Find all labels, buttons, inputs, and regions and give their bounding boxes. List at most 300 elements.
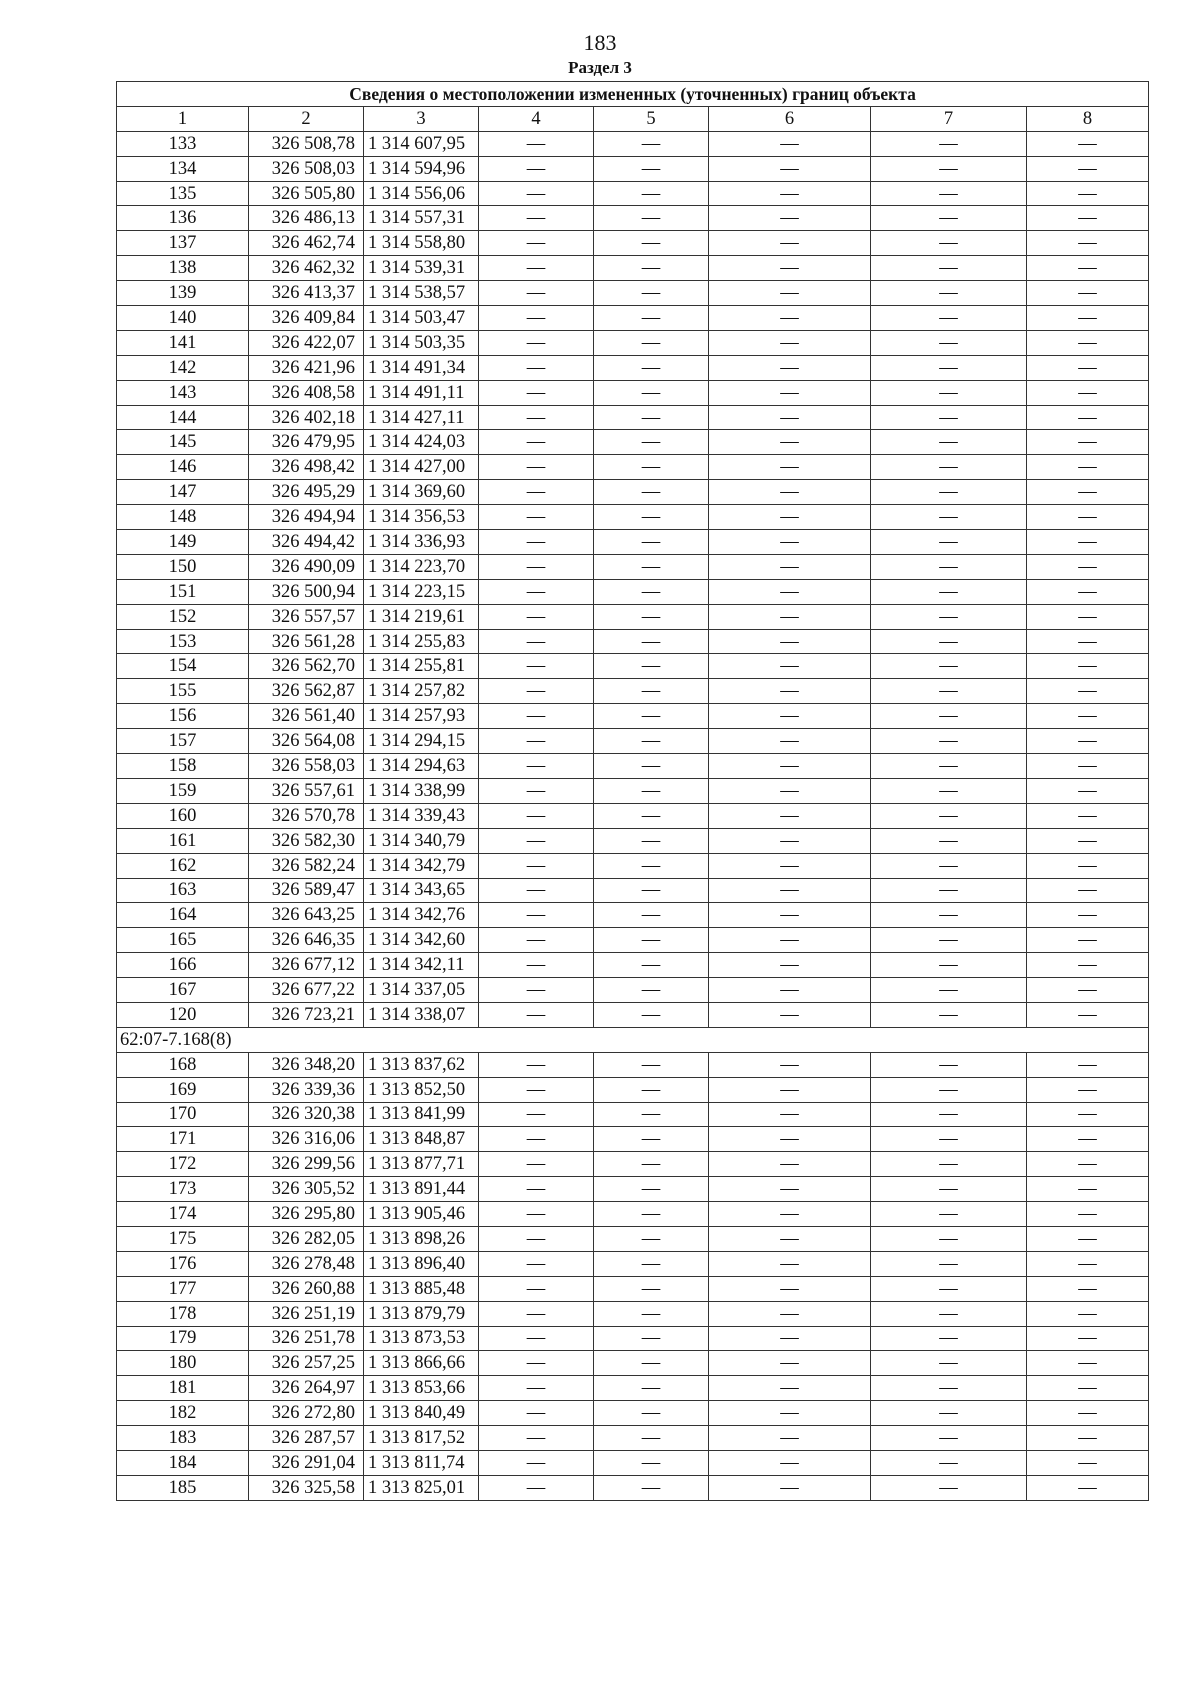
coordinate-y: 1 314 343,65 (364, 878, 479, 903)
coordinate-y: 1 314 557,31 (364, 206, 479, 231)
column-header: 6 (709, 106, 871, 131)
empty-cell: — (1027, 654, 1149, 679)
group-label: 62:07-7.168(8) (117, 1027, 1149, 1052)
table-row (117, 1251, 1149, 1276)
coordinate-y: 1 314 342,76 (364, 903, 479, 928)
coordinate-y: 1 314 338,99 (364, 778, 479, 803)
coordinate-y: 1 314 337,05 (364, 978, 479, 1003)
empty-cell: — (594, 1077, 709, 1102)
empty-cell: — (709, 629, 871, 654)
empty-cell: — (1027, 853, 1149, 878)
table-row (117, 803, 1149, 828)
empty-cell: — (871, 1301, 1027, 1326)
empty-cell: — (594, 281, 709, 306)
column-header: 8 (1027, 106, 1149, 131)
coordinate-y: 1 314 223,15 (364, 579, 479, 604)
empty-cell: — (871, 953, 1027, 978)
coordinate-y: 1 314 255,83 (364, 629, 479, 654)
empty-cell: — (871, 604, 1027, 629)
empty-cell: — (594, 430, 709, 455)
empty-cell: — (709, 156, 871, 181)
empty-cell: — (1027, 953, 1149, 978)
coordinate-x: 326 251,78 (249, 1326, 364, 1351)
empty-cell: — (1027, 430, 1149, 455)
empty-cell: — (479, 131, 594, 156)
empty-cell: — (1027, 455, 1149, 480)
empty-cell: — (479, 754, 594, 779)
coordinate-x: 326 562,87 (249, 679, 364, 704)
empty-cell: — (594, 953, 709, 978)
empty-cell: — (594, 1276, 709, 1301)
empty-cell: — (594, 754, 709, 779)
coordinate-x: 326 422,07 (249, 330, 364, 355)
empty-cell: — (871, 878, 1027, 903)
empty-cell: — (479, 455, 594, 480)
empty-cell: — (479, 803, 594, 828)
coordinate-y: 1 314 427,11 (364, 405, 479, 430)
point-number: 165 (117, 928, 249, 953)
coordinate-y: 1 314 257,82 (364, 679, 479, 704)
empty-cell: — (1027, 704, 1149, 729)
empty-cell: — (871, 828, 1027, 853)
empty-cell: — (594, 1450, 709, 1475)
empty-cell: — (479, 828, 594, 853)
table-row (117, 181, 1149, 206)
coordinate-x: 326 505,80 (249, 181, 364, 206)
empty-cell: — (594, 231, 709, 256)
empty-cell: — (1027, 1276, 1149, 1301)
coordinate-x: 326 561,28 (249, 629, 364, 654)
empty-cell: — (871, 654, 1027, 679)
empty-cell: — (479, 306, 594, 331)
empty-cell: — (479, 156, 594, 181)
empty-cell: — (871, 928, 1027, 953)
table-row (117, 704, 1149, 729)
table-row (117, 1301, 1149, 1326)
empty-cell: — (479, 380, 594, 405)
point-number: 144 (117, 405, 249, 430)
empty-cell: — (709, 131, 871, 156)
empty-cell: — (871, 281, 1027, 306)
empty-cell: — (709, 1102, 871, 1127)
empty-cell: — (594, 131, 709, 156)
empty-cell: — (871, 1052, 1027, 1077)
empty-cell: — (709, 1002, 871, 1027)
table-row (117, 629, 1149, 654)
empty-cell: — (1027, 1152, 1149, 1177)
empty-cell: — (871, 1450, 1027, 1475)
point-number: 168 (117, 1052, 249, 1077)
empty-cell: — (709, 281, 871, 306)
table-row (117, 604, 1149, 629)
empty-cell: — (709, 1077, 871, 1102)
coordinate-x: 326 260,88 (249, 1276, 364, 1301)
point-number: 171 (117, 1127, 249, 1152)
empty-cell: — (594, 530, 709, 555)
empty-cell: — (1027, 1326, 1149, 1351)
point-number: 184 (117, 1450, 249, 1475)
empty-cell: — (479, 1401, 594, 1426)
table-row (117, 1326, 1149, 1351)
empty-cell: — (594, 1401, 709, 1426)
point-number: 162 (117, 853, 249, 878)
point-number: 138 (117, 256, 249, 281)
empty-cell: — (871, 1127, 1027, 1152)
table-body-part2 (117, 1052, 1149, 1500)
empty-cell: — (871, 1177, 1027, 1202)
empty-cell: — (1027, 281, 1149, 306)
coordinate-x: 326 264,97 (249, 1376, 364, 1401)
coordinate-x: 326 589,47 (249, 878, 364, 903)
empty-cell: — (871, 1251, 1027, 1276)
coordinate-y: 1 314 356,53 (364, 505, 479, 530)
empty-cell: — (594, 579, 709, 604)
empty-cell: — (594, 1202, 709, 1227)
empty-cell: — (709, 853, 871, 878)
empty-cell: — (1027, 1052, 1149, 1077)
empty-cell: — (871, 355, 1027, 380)
coordinate-y: 1 314 257,93 (364, 704, 479, 729)
coordinate-y: 1 314 336,93 (364, 530, 479, 555)
table-row (117, 1177, 1149, 1202)
coordinates-table (116, 81, 1149, 1501)
empty-cell: — (871, 206, 1027, 231)
point-number: 170 (117, 1102, 249, 1127)
empty-cell: — (709, 803, 871, 828)
table-row (117, 231, 1149, 256)
point-number: 151 (117, 579, 249, 604)
coordinate-x: 326 479,95 (249, 430, 364, 455)
coordinate-x: 326 251,19 (249, 1301, 364, 1326)
coordinate-x: 326 564,08 (249, 729, 364, 754)
coordinate-x: 326 508,78 (249, 131, 364, 156)
coordinate-y: 1 314 539,31 (364, 256, 479, 281)
empty-cell: — (1027, 1376, 1149, 1401)
empty-cell: — (479, 355, 594, 380)
empty-cell: — (1027, 629, 1149, 654)
empty-cell: — (709, 181, 871, 206)
coordinate-x: 326 402,18 (249, 405, 364, 430)
empty-cell: — (1027, 480, 1149, 505)
point-number: 177 (117, 1276, 249, 1301)
coordinate-y: 1 314 556,06 (364, 181, 479, 206)
empty-cell: — (1027, 803, 1149, 828)
empty-cell: — (709, 953, 871, 978)
coordinate-y: 1 314 342,11 (364, 953, 479, 978)
empty-cell: — (871, 729, 1027, 754)
empty-cell: — (709, 978, 871, 1003)
empty-cell: — (871, 1376, 1027, 1401)
coordinate-y: 1 313 840,49 (364, 1401, 479, 1426)
table-title: Сведения о местоположении измененных (уточненных) границ объекта (117, 82, 1149, 107)
empty-cell: — (871, 1002, 1027, 1027)
empty-cell: — (479, 1475, 594, 1500)
column-header: 1 (117, 106, 249, 131)
empty-cell: — (871, 131, 1027, 156)
table-row (117, 778, 1149, 803)
empty-cell: — (1027, 1351, 1149, 1376)
empty-cell: — (479, 1226, 594, 1251)
empty-cell: — (594, 1002, 709, 1027)
empty-cell: — (871, 1152, 1027, 1177)
empty-cell: — (871, 1326, 1027, 1351)
empty-cell: — (479, 878, 594, 903)
empty-cell: — (594, 156, 709, 181)
group-row (117, 1027, 1149, 1052)
coordinate-x: 326 287,57 (249, 1426, 364, 1451)
table-row (117, 1152, 1149, 1177)
empty-cell: — (1027, 206, 1149, 231)
empty-cell: — (1027, 1202, 1149, 1227)
empty-cell: — (1027, 355, 1149, 380)
empty-cell: — (709, 679, 871, 704)
coordinate-x: 326 570,78 (249, 803, 364, 828)
empty-cell: — (479, 1077, 594, 1102)
point-number: 135 (117, 181, 249, 206)
point-number: 148 (117, 505, 249, 530)
empty-cell: — (594, 978, 709, 1003)
empty-cell: — (594, 330, 709, 355)
empty-cell: — (871, 579, 1027, 604)
point-number: 141 (117, 330, 249, 355)
empty-cell: — (871, 505, 1027, 530)
empty-cell: — (871, 1401, 1027, 1426)
coordinate-y: 1 314 223,70 (364, 554, 479, 579)
point-number: 167 (117, 978, 249, 1003)
empty-cell: — (1027, 579, 1149, 604)
table-row (117, 1052, 1149, 1077)
coordinate-y: 1 313 811,74 (364, 1450, 479, 1475)
table-row (117, 654, 1149, 679)
coordinate-x: 326 325,58 (249, 1475, 364, 1500)
empty-cell: — (594, 206, 709, 231)
page-number: 183 (583, 30, 617, 55)
empty-cell: — (709, 1475, 871, 1500)
empty-cell: — (479, 206, 594, 231)
empty-cell: — (1027, 778, 1149, 803)
empty-cell: — (1027, 1251, 1149, 1276)
section-heading: Раздел 3 (568, 58, 632, 77)
empty-cell: — (479, 1276, 594, 1301)
point-number: 182 (117, 1401, 249, 1426)
empty-cell: — (594, 1052, 709, 1077)
empty-cell: — (709, 1226, 871, 1251)
table-row (117, 206, 1149, 231)
coordinate-x: 326 677,12 (249, 953, 364, 978)
empty-cell: — (709, 1326, 871, 1351)
empty-cell: — (871, 1226, 1027, 1251)
coordinate-x: 326 495,29 (249, 480, 364, 505)
empty-cell: — (594, 778, 709, 803)
empty-cell: — (594, 928, 709, 953)
empty-cell: — (594, 1475, 709, 1500)
empty-cell: — (479, 1326, 594, 1351)
empty-cell: — (479, 231, 594, 256)
empty-cell: — (594, 704, 709, 729)
coordinate-y: 1 313 905,46 (364, 1202, 479, 1227)
point-number: 160 (117, 803, 249, 828)
empty-cell: — (479, 704, 594, 729)
point-number: 143 (117, 380, 249, 405)
empty-cell: — (709, 256, 871, 281)
coordinate-y: 1 313 841,99 (364, 1102, 479, 1127)
empty-cell: — (479, 554, 594, 579)
empty-cell: — (709, 1450, 871, 1475)
coordinate-x: 326 462,32 (249, 256, 364, 281)
empty-cell: — (594, 1102, 709, 1127)
empty-cell: — (594, 505, 709, 530)
empty-cell: — (709, 903, 871, 928)
group-section (117, 1027, 1149, 1052)
empty-cell: — (871, 256, 1027, 281)
table-row (117, 1401, 1149, 1426)
empty-cell: — (479, 978, 594, 1003)
coordinate-y: 1 314 491,34 (364, 355, 479, 380)
coordinate-x: 326 557,57 (249, 604, 364, 629)
empty-cell: — (871, 330, 1027, 355)
table-row (117, 828, 1149, 853)
empty-cell: — (594, 181, 709, 206)
coordinate-y: 1 314 255,81 (364, 654, 479, 679)
empty-cell: — (871, 480, 1027, 505)
empty-cell: — (709, 306, 871, 331)
empty-cell: — (871, 1351, 1027, 1376)
coordinate-x: 326 723,21 (249, 1002, 364, 1027)
empty-cell: — (479, 330, 594, 355)
empty-cell: — (479, 1450, 594, 1475)
empty-cell: — (1027, 928, 1149, 953)
empty-cell: — (871, 554, 1027, 579)
table-row (117, 928, 1149, 953)
column-header: 3 (364, 106, 479, 131)
coordinate-x: 326 282,05 (249, 1226, 364, 1251)
empty-cell: — (709, 206, 871, 231)
empty-cell: — (594, 455, 709, 480)
empty-cell: — (871, 1077, 1027, 1102)
empty-cell: — (709, 380, 871, 405)
empty-cell: — (709, 1376, 871, 1401)
coordinate-x: 326 646,35 (249, 928, 364, 953)
coordinate-x: 326 494,94 (249, 505, 364, 530)
empty-cell: — (1027, 380, 1149, 405)
empty-cell: — (479, 729, 594, 754)
empty-cell: — (1027, 156, 1149, 181)
point-number: 159 (117, 778, 249, 803)
point-number: 161 (117, 828, 249, 853)
table-row (117, 554, 1149, 579)
point-number: 145 (117, 430, 249, 455)
coordinate-y: 1 314 342,79 (364, 853, 479, 878)
table-row (117, 953, 1149, 978)
coordinate-y: 1 314 503,47 (364, 306, 479, 331)
point-number: 158 (117, 754, 249, 779)
empty-cell: — (1027, 903, 1149, 928)
coordinate-x: 326 421,96 (249, 355, 364, 380)
table-row (117, 405, 1149, 430)
empty-cell: — (1027, 1127, 1149, 1152)
point-number: 155 (117, 679, 249, 704)
point-number: 176 (117, 1251, 249, 1276)
coordinate-x: 326 462,74 (249, 231, 364, 256)
empty-cell: — (594, 1226, 709, 1251)
point-number: 183 (117, 1426, 249, 1451)
table-row (117, 1450, 1149, 1475)
empty-cell: — (709, 530, 871, 555)
table-row (117, 530, 1149, 555)
coordinate-y: 1 313 837,62 (364, 1052, 479, 1077)
empty-cell: — (871, 306, 1027, 331)
empty-cell: — (594, 654, 709, 679)
empty-cell: — (594, 853, 709, 878)
empty-cell: — (709, 480, 871, 505)
coordinate-y: 1 314 342,60 (364, 928, 479, 953)
empty-cell: — (871, 978, 1027, 1003)
point-number: 173 (117, 1177, 249, 1202)
empty-cell: — (479, 629, 594, 654)
coordinate-x: 326 409,84 (249, 306, 364, 331)
empty-cell: — (1027, 1077, 1149, 1102)
empty-cell: — (709, 430, 871, 455)
point-number: 137 (117, 231, 249, 256)
coordinate-x: 326 490,09 (249, 554, 364, 579)
coordinate-x: 326 257,25 (249, 1351, 364, 1376)
coordinate-x: 326 582,30 (249, 828, 364, 853)
point-number: 154 (117, 654, 249, 679)
coordinate-y: 1 314 294,63 (364, 754, 479, 779)
coordinate-y: 1 313 866,66 (364, 1351, 479, 1376)
point-number: 142 (117, 355, 249, 380)
coordinate-y: 1 313 825,01 (364, 1475, 479, 1500)
empty-cell: — (479, 579, 594, 604)
coordinate-y: 1 314 503,35 (364, 330, 479, 355)
empty-cell: — (709, 579, 871, 604)
empty-cell: — (594, 405, 709, 430)
empty-cell: — (594, 256, 709, 281)
point-number: 136 (117, 206, 249, 231)
coordinate-x: 326 278,48 (249, 1251, 364, 1276)
coordinate-y: 1 314 607,95 (364, 131, 479, 156)
coordinate-x: 326 320,38 (249, 1102, 364, 1127)
table-row (117, 1226, 1149, 1251)
empty-cell: — (709, 878, 871, 903)
empty-cell: — (1027, 231, 1149, 256)
empty-cell: — (709, 1177, 871, 1202)
empty-cell: — (594, 629, 709, 654)
empty-cell: — (709, 754, 871, 779)
empty-cell: — (871, 903, 1027, 928)
point-number: 179 (117, 1326, 249, 1351)
coordinate-y: 1 313 848,87 (364, 1127, 479, 1152)
empty-cell: — (479, 778, 594, 803)
empty-cell: — (871, 530, 1027, 555)
empty-cell: — (479, 928, 594, 953)
empty-cell: — (871, 679, 1027, 704)
point-number: 139 (117, 281, 249, 306)
coordinate-y: 1 313 853,66 (364, 1376, 479, 1401)
empty-cell: — (594, 1376, 709, 1401)
coordinate-y: 1 314 340,79 (364, 828, 479, 853)
table-row (117, 131, 1149, 156)
table-row (117, 853, 1149, 878)
empty-cell: — (1027, 1002, 1149, 1027)
empty-cell: — (479, 1002, 594, 1027)
point-number: 149 (117, 530, 249, 555)
coordinate-x: 326 500,94 (249, 579, 364, 604)
empty-cell: — (1027, 405, 1149, 430)
empty-cell: — (479, 1127, 594, 1152)
empty-cell: — (1027, 1177, 1149, 1202)
empty-cell: — (479, 1102, 594, 1127)
